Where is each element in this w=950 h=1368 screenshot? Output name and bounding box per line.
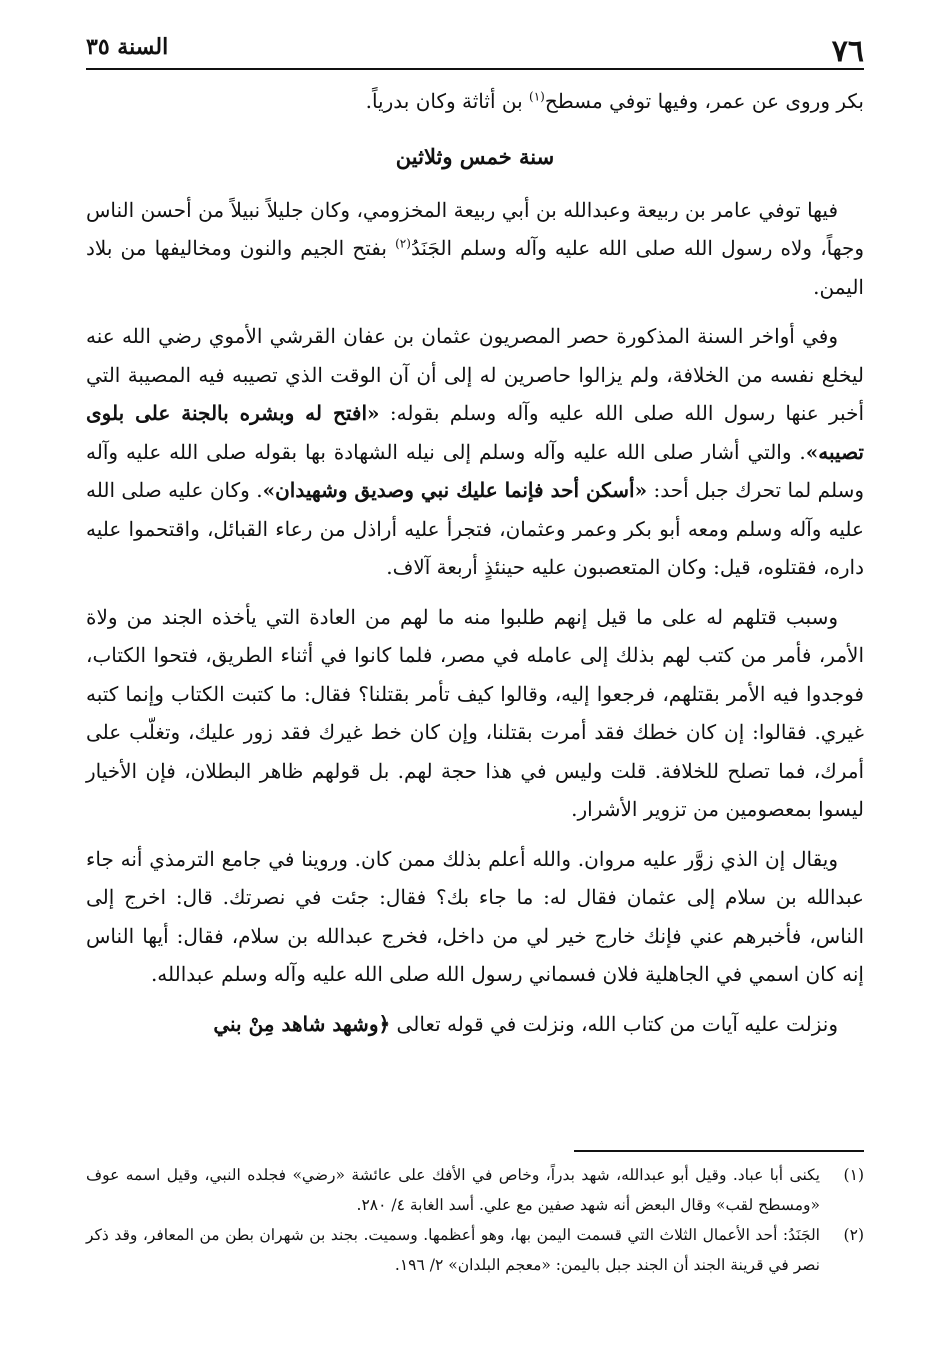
text-run: بن أثاثة وكان بدرياً. [365, 89, 530, 113]
running-title: السنة ٣٥ [86, 34, 169, 60]
footnote-divider [574, 1150, 864, 1152]
text-run: ونزلت عليه آيات من كتاب الله، ونزلت في قوله تعالى [390, 1011, 838, 1036]
footnote-text: الجَنَدُ: أحد الأعمال الثلاث التي قسمت اليمن بها، وهو أعظمها. وسميت. بجند بن شهران بطن من المعافر، وقد ذكر نصر في قرينة الجند أن الجند جبل باليمن: «معجم البلدان» ٢/ ١٩٦. [86, 1226, 820, 1274]
footnote-text: يكنى أبا عباد. وقيل أبو عبدالله، شهد بدراً، وخاص في الأفك على عائشة «رضي» فجلده النبي، وقيل اسمه عوف «ومسطح لقب» وقال البعض أنه شهد صفين مع علي. أسد الغابة ٤/ ٢٨٠. [86, 1166, 820, 1214]
paragraph-2 [86, 317, 864, 587]
paragraph-4: ويقال إن الذي زوَّر عليه مروان. والله أعلم بذلك ممن كان. وروينا في جامع الترمذي أنه جاء عبدالله بن سلام إلى عثمان فقال له: ما جاء بك؟ فقال: جئت في نصرتك. قال: اخرج إلى الناس، فأخبرهم عني فإنك خارج خير لي من داخل، فخرج عبدالله بن سلام، فقال: أيها الناس إنه كان اسمي في الجاهلية فلان فسماني رسول الله صلى الله عليه وآله وسلم عبدالله. [86, 846, 864, 986]
text-run: بكر وروى عن عمر، وفيها توفي مسطح [544, 89, 864, 113]
text-run: . والتي أشار صلى الله عليه وآله وسلم إلى نيله الشهادة بها بقوله صلى الله عليه وآله وسلم لما تحرك جبل أحد: [86, 439, 865, 502]
text-run: وفي أواخر السنة المذكورة حصر المصريون عثمان بن عفان القرشي الأموي رضي الله عنه ليخلع نفسه من الخلافة، ولم يزالوا حاصرين له إلى أن آن الوقت الذي تصيبه فيه المصيبة التي أخبر عنها رسول الله صلى الله عليه وآله وسلم بقوله: [86, 324, 864, 425]
main-text [86, 82, 864, 1054]
paragraph-1 [86, 191, 864, 307]
footnotes [86, 1160, 864, 1280]
hadith-quote-2: «أسكن أحد فإنما عليك نبي وصديق وشهيدان» [262, 478, 648, 502]
paragraph-3: وسبب قتلهم له على ما قيل إنهم طلبوا منه ما لهم من العادة التي يأخذه الجند من ولاة الأمر، فأمر من كتب لهم بذلك إلى عامله في مصر، فلما كانوا في أثناء الطريق، فتحوا الكتاب، فوجدوا فيه الأمر بقتلهم، فرجعوا إليه، وقالوا كيف تأمر بقتلنا؟ فقال: ما كتبت الكتاب وإنما كتبه غيري. فقالوا: إن كان خطك فقد أمرت بقتلنا، وإن كان خط غيرك فقد زور عليك، وتغلّب على أمرك، فما تصلح للخلافة. قلت وليس في هذا حجة لهم. بل قولهم ظاهر البطلان، فإن الأخيار ليسوا بمعصومين من تزوير الأشرار. [86, 604, 864, 821]
paragraph-5 [86, 1005, 864, 1044]
quran-quote: ﴿وشهد شاهد مِنْ بني [213, 1011, 391, 1036]
footnote-ref-1: (١) [529, 89, 545, 104]
footnote-number: (١) [843, 1166, 864, 1184]
footnote-item [86, 1160, 864, 1220]
text-run: فيها توفي عامر بن ربيعة وعبدالله بن أبي ربيعة المخزومي، وكان جليلاً نبيلاً من أحسن الناس وجهاً، ولاه رسول الله صلى الله عليه وآله وسلم الجَنَدُ [86, 197, 864, 260]
text-run: بفتح الجيم والنون ومخاليفها من بلاد اليمن. [86, 236, 864, 299]
section-heading: سنة خمس وثلاثين [395, 143, 555, 169]
hadith-quote-1: «افتح له وبشره بالجنة على بلوى تصيبه» [86, 401, 864, 464]
footnote-number: (٢) [843, 1226, 864, 1244]
page-header [86, 26, 864, 70]
footnote-item [86, 1220, 864, 1280]
text-run: . وكان عليه صلى الله عليه وآله وسلم ومعه أبو بكر وعمر وعثمان، فتجرأ عليه أراذل من رعاء القبائل، واقتحموا عليه داره، فقتلوه، قيل: وكان المتعصبون عليه حينئذٍ أربعة آلاف. [86, 478, 864, 579]
paragraph-continuation [86, 82, 864, 121]
footnote-ref-2: (٢) [395, 236, 411, 251]
page-number: ٧٦ [831, 34, 864, 69]
